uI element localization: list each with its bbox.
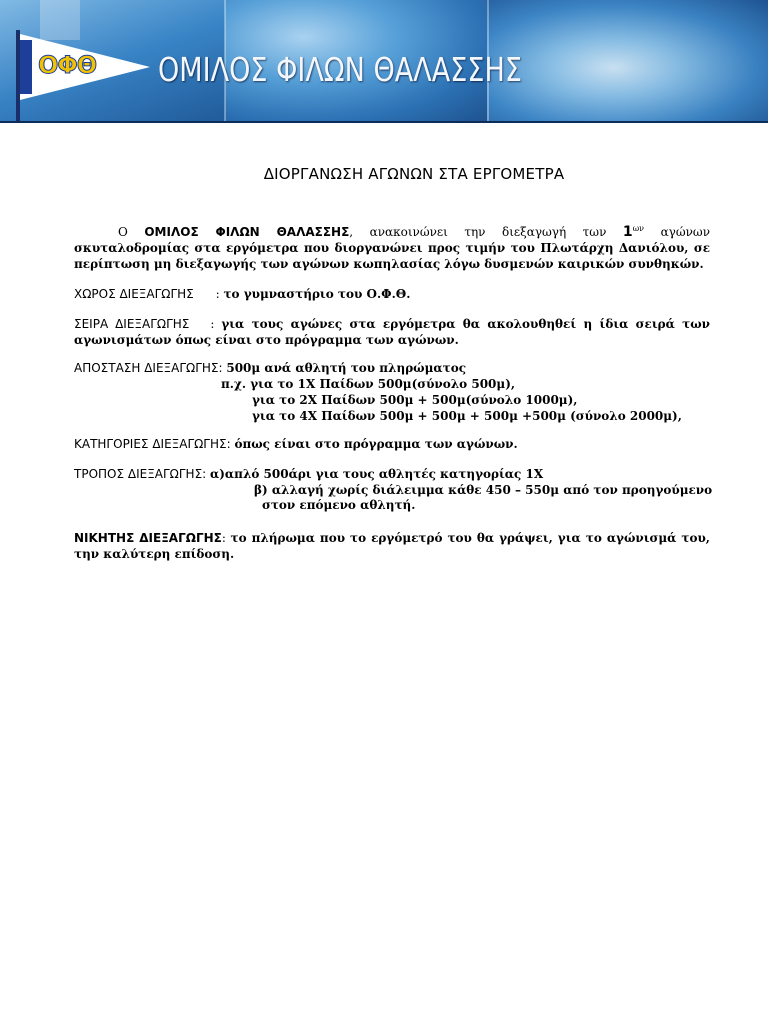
intro-rest: σκυταλοδρομίας στα εργόμετρα που διοργανώνει προς τιμήν του Πλωτάρχη Δανιόλου, σε περίπτωση μη διεξαγωγής των αγώνων κωπηλασίας λόγω δυσμενών καιρικών συνθηκών. — [74, 241, 710, 271]
venue-label: ΧΩΡΟΣ ΔΙΕΞΑΓΩΓΗΣ — [74, 287, 194, 301]
method-b-line — [262, 497, 415, 513]
order-text: για τους αγώνες στα εργόμετρα θα ακολουθηθεί η ίδια σειρά των αγωνισμάτων όπως είναι στο πρόγραμμα των αγώνων. — [74, 317, 710, 347]
intro-number: 1 — [622, 224, 633, 240]
flag-stripe — [20, 40, 32, 94]
distance-example-2x: για το 2Χ Παίδων 500μ + 500μ(σύνολο 1000μ), — [252, 393, 578, 407]
venue-sep: : — [215, 287, 220, 301]
winner-label: ΝΙΚΗΤΗΣ ΔΙΕΞΑΓΩΓΗΣ — [74, 531, 222, 545]
intro-prefix: Ο — [118, 225, 128, 239]
distance-example-4x: για το 4Χ Παίδων 500μ + 500μ + 500μ +500μ (σύνολο 2000μ), — [252, 409, 682, 423]
banner-photo-sailors — [487, 0, 768, 123]
categories-line — [74, 436, 518, 452]
method-a: α)απλό 500άρι για τους αθλητές κατηγορίας 1Χ — [210, 467, 544, 481]
winner-sep: : — [221, 531, 226, 545]
document-title: ΔΙΟΡΓΑΝΩΣΗ ΑΓΩΝΩΝ ΣΤΑ ΕΡΓΟΜΕΤΡΑ — [263, 165, 565, 183]
order-sep: : — [210, 317, 215, 331]
header-banner — [0, 0, 768, 123]
distance-text: 500μ ανά αθλητή του πληρώματος — [226, 361, 467, 375]
distance-label: ΑΠΟΣΤΑΣΗ ΔΙΕΞΑΓΩΓΗΣ: — [74, 361, 223, 375]
intro-sup: ων — [632, 224, 645, 233]
club-name-inline: ΟΜΙΛΟΣ ΦΙΛΩΝ ΘΑΛΑΣΣΗΣ — [144, 225, 350, 239]
venue-line — [74, 286, 410, 302]
distance-example — [221, 376, 515, 392]
intro-after-number: αγώνων — [660, 225, 710, 239]
intro-mid: , ανακοινώνει την διεξαγωγή των — [349, 225, 607, 239]
method-line — [74, 466, 543, 482]
method-b-line — [254, 482, 712, 498]
club-name: ΟΜΙΛΟΣ ΦΙΛΩΝ ΘΑΛΑΣΣΗΣ — [158, 50, 522, 89]
winner-paragraph — [74, 530, 710, 562]
distance-example-1x: π.χ. για το 1Χ Παίδων 500μ(σύνολο 500μ), — [221, 377, 516, 391]
winner-text: το πλήρωμα που το εργόμετρό του θα γράψει, για το αγώνισμά του, την καλύτερη επίδοση. — [74, 531, 710, 561]
distance-example — [252, 408, 682, 424]
order-label: ΣΕΙΡΑ ΔΙΕΞΑΓΩΓΗΣ — [74, 317, 190, 331]
venue-text: το γυμναστήριο του Ο.Φ.Θ. — [223, 287, 411, 301]
banner-border — [0, 121, 768, 123]
method-b1: β) αλλαγή χωρίς διάλειμμα κάθε 450 – 550μ από τον προηγούμενο — [254, 483, 713, 497]
order-paragraph — [74, 316, 710, 348]
categories-text: όπως είναι στο πρόγραμμα των αγώνων. — [234, 437, 518, 451]
distance-line — [74, 360, 466, 376]
distance-example — [252, 392, 577, 408]
tower-image — [40, 0, 80, 40]
categories-label: ΚΑΤΗΓΟΡΙΕΣ ΔΙΕΞΑΓΩΓΗΣ: — [74, 437, 231, 451]
method-label: ΤΡΟΠΟΣ ΔΙΕΞΑΓΩΓΗΣ: — [74, 467, 207, 481]
logo-text: ΟΦΘ — [38, 51, 97, 79]
intro-paragraph — [74, 224, 710, 272]
method-b2: στον επόμενο αθλητή. — [262, 498, 416, 512]
